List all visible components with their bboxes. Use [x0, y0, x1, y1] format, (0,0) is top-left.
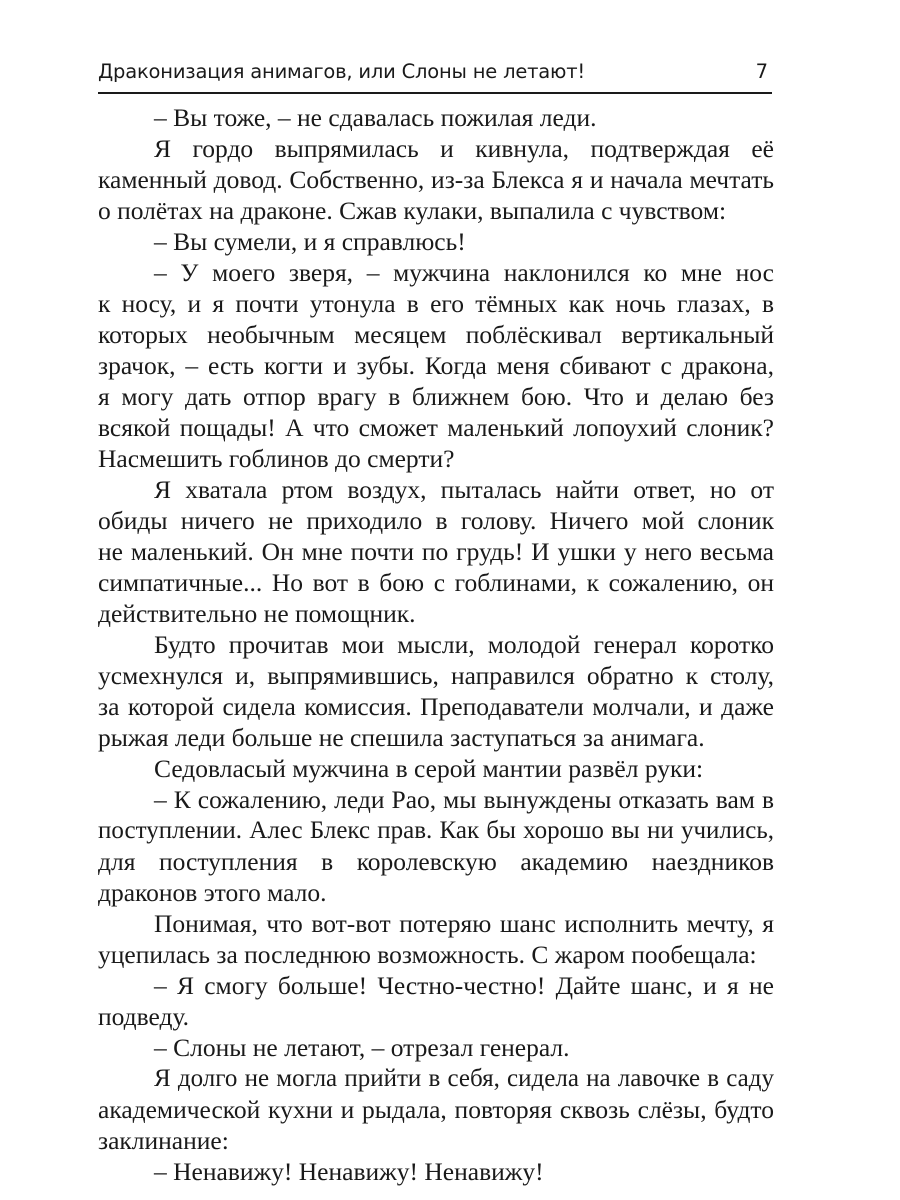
text-line: о полётах на драконе. Сжав кулаки, выпалила с чувством: — [98, 196, 727, 225]
text-line: Понимая, что вот-вот потеряю шанс исполнить мечту, я — [154, 909, 774, 938]
text-line: рыжая леди больше не спешила заступаться за анимага. — [98, 723, 705, 752]
page-number: 7 — [755, 60, 768, 83]
text-line: – Вы тоже, – не сдавалась пожилая леди. — [154, 103, 597, 132]
text-line: – Вы сумели, и я справлюсь! — [154, 227, 466, 256]
text-line: Я гордо выпрямилась и кивнула, подтверждая её — [154, 134, 774, 163]
text-line: я могу дать отпор врагу в ближнем бою. Что и делаю без — [98, 382, 774, 411]
text-line: – К сожалению, леди Рао, мы вынуждены отказать вам в — [154, 785, 774, 814]
text-line: подведу. — [98, 1002, 190, 1031]
text-line: Будто прочитав мои мысли, молодой генерал коротко — [154, 630, 774, 659]
text-line: – Я смогу больше! Честно-честно! Дайте шанс, и я не — [154, 971, 774, 1000]
text-line: к носу, и я почти утонула в его тёмных как ночь глазах, в — [98, 289, 774, 318]
header-title: Драконизация анимагов, или Слоны не летают! — [98, 60, 586, 83]
text-line: академической кухни и рыдала, повторяя сквозь слёзы, будто — [98, 1095, 774, 1124]
running-header — [98, 58, 772, 94]
text-line: – Слоны не летают, – отрезал генерал. — [154, 1033, 570, 1062]
text-line: обиды ничего не приходило в голову. Ничего мой слоник — [98, 506, 774, 535]
text-line: за которой сидела комиссия. Преподаватели молчали, и даже — [98, 692, 774, 721]
text-line: зрачок, – есть когти и зубы. Когда меня сбивают с дракона, — [98, 351, 774, 380]
text-line: которых необычным месяцем поблёскивал вертикальный — [98, 320, 774, 349]
text-line: уцепилась за последнюю возможность. С жаром пообещала: — [98, 940, 757, 969]
text-line: Насмешить гоблинов до смерти? — [98, 444, 455, 473]
text-line: Я хватала ртом воздух, пыталась найти ответ, но от — [154, 475, 774, 504]
text-line: симпатичные... Но вот в бою с гоблинами, к сожалению, он — [98, 568, 774, 597]
text-line: действительно не помощник. — [98, 599, 416, 628]
body-text — [98, 102, 774, 1187]
text-line: поступлении. Алес Блекс прав. Как бы хорошо вы ни учились, — [98, 817, 774, 844]
text-line: – У моего зверя, – мужчина наклонился ко мне нос — [154, 258, 774, 287]
text-line: каменный довод. Собственно, из-за Блекса я и начала мечтать — [98, 165, 774, 194]
text-line: усмехнулся и, выпрямившись, направился обратно к столу, — [98, 661, 774, 690]
text-line: всякой пощады! А что сможет маленький лопоухий слоник? — [98, 413, 774, 442]
text-line: драконов этого мало. — [98, 878, 327, 907]
text-line: заклинание: — [98, 1126, 229, 1155]
text-line: Я долго не могла прийти в себя, сидела на лавочке в саду — [154, 1065, 774, 1092]
text-line: не маленький. Он мне почти по грудь! И ушки у него весьма — [98, 537, 774, 566]
text-line: для поступления в королевскую академию наездников — [98, 847, 774, 876]
text-line: Седовласый мужчина в серой мантии развёл руки: — [154, 754, 704, 783]
text-line: – Ненавижу! Ненавижу! Ненавижу! — [154, 1157, 544, 1186]
